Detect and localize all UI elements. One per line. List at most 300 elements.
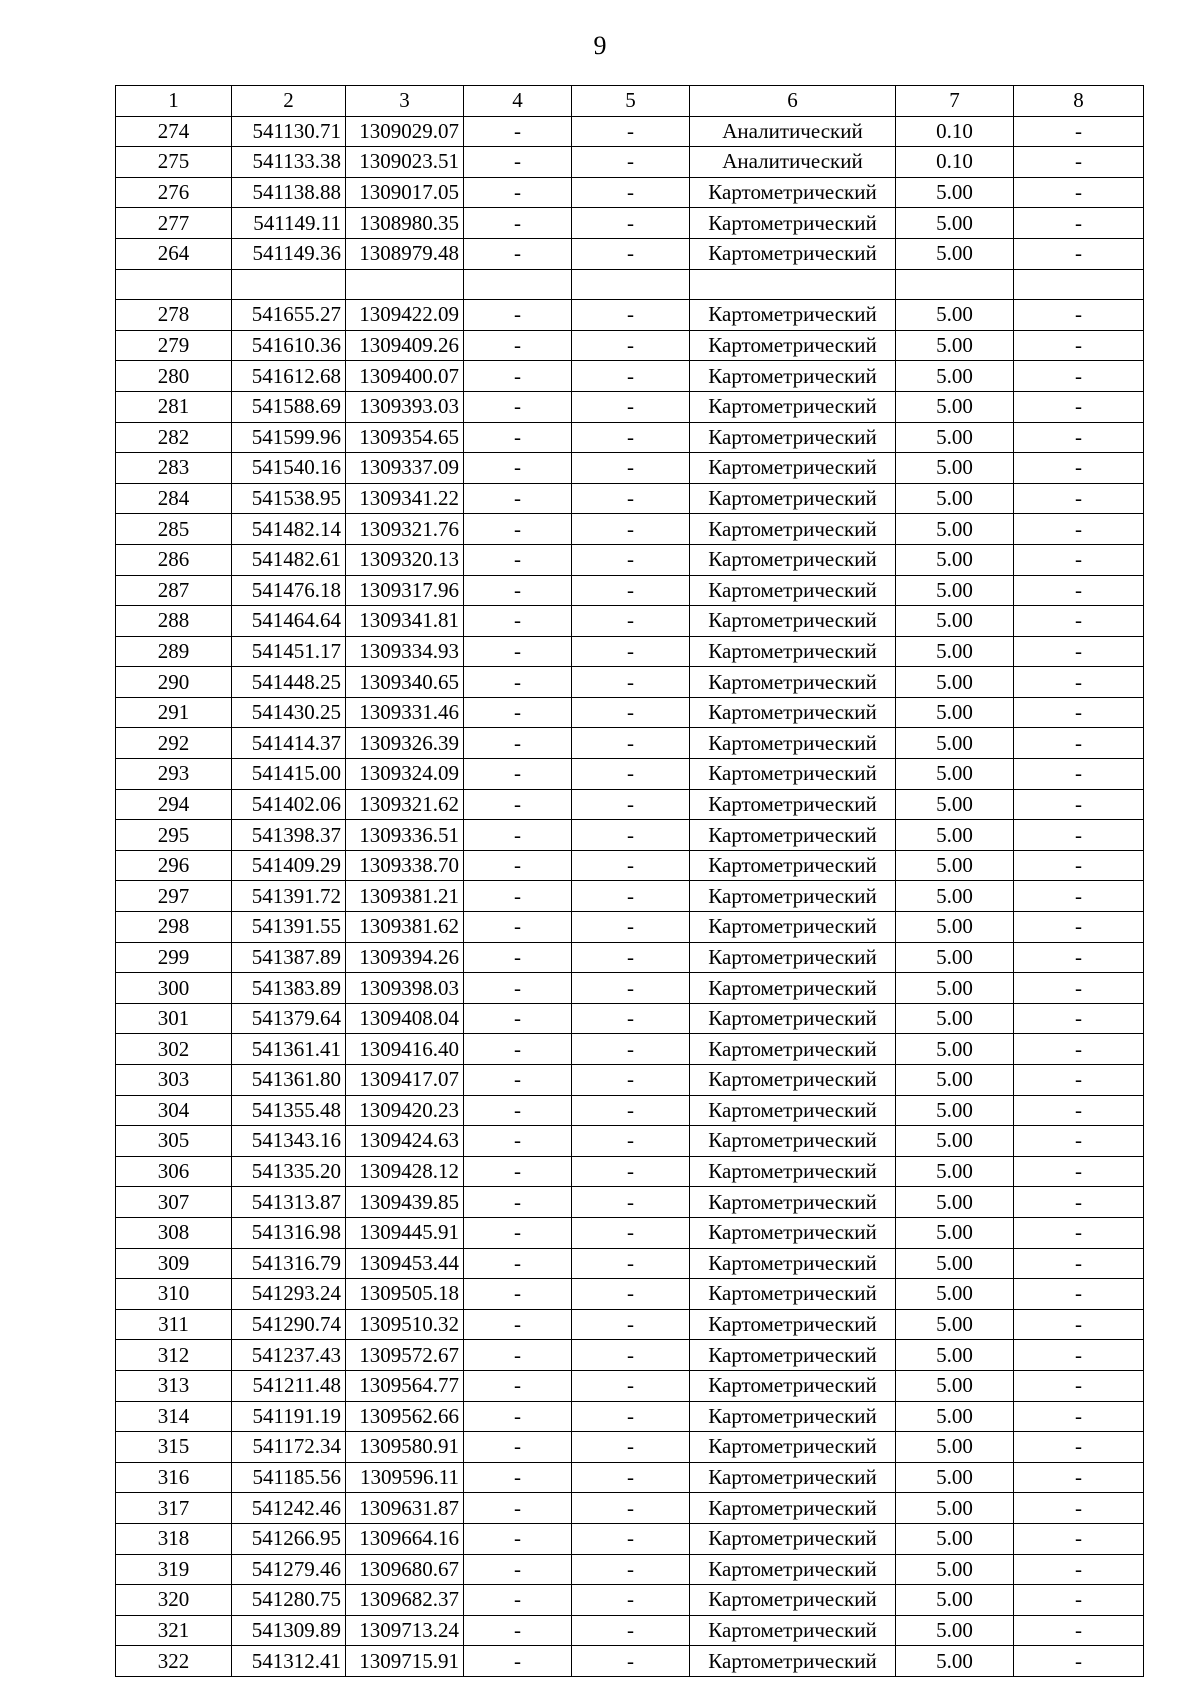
table-cell-col-6: Картометрический <box>690 208 896 239</box>
table-cell-col-7: 5.00 <box>896 453 1014 484</box>
table-cell-col-3: 1309424.63 <box>346 1126 464 1157</box>
table-cell-col-5: - <box>572 1065 690 1096</box>
table-cell-col-5: - <box>572 147 690 178</box>
table-row <box>116 1493 1144 1524</box>
table-cell-col-6: Картометрический <box>690 361 896 392</box>
table-cell-col-7: 5.00 <box>896 391 1014 422</box>
table-cell-col-5: - <box>572 1095 690 1126</box>
table-cell-col-1: 285 <box>116 514 232 545</box>
table-cell-col-1: 288 <box>116 606 232 637</box>
table-row <box>116 1432 1144 1463</box>
table-cell-col-3: 1309341.81 <box>346 606 464 637</box>
table-cell-col-1: 307 <box>116 1187 232 1218</box>
table-cell-col-6: Картометрический <box>690 330 896 361</box>
table-cell-col-4: - <box>464 1370 572 1401</box>
table-cell-col-7: 5.00 <box>896 728 1014 759</box>
table-cell-col-7: 5.00 <box>896 1279 1014 1310</box>
table-cell-col-3: 1309029.07 <box>346 116 464 147</box>
table-cell-col-5: - <box>572 820 690 851</box>
table-cell-col-3 <box>346 269 464 300</box>
table-cell-col-7: 5.00 <box>896 1248 1014 1279</box>
table-cell-col-6: Картометрический <box>690 1248 896 1279</box>
table-cell-col-7: 5.00 <box>896 1187 1014 1218</box>
table-cell-col-5: - <box>572 1615 690 1646</box>
table-cell-col-1: 297 <box>116 881 232 912</box>
table-cell-col-2: 541130.71 <box>232 116 346 147</box>
table-cell-col-5: - <box>572 850 690 881</box>
table-cell-col-5: - <box>572 1646 690 1677</box>
table-cell-col-3: 1309393.03 <box>346 391 464 422</box>
table-row <box>116 1248 1144 1279</box>
table-cell-col-6: Картометрический <box>690 1187 896 1218</box>
table-cell-col-7: 0.10 <box>896 116 1014 147</box>
table-cell-col-3: 1309510.32 <box>346 1309 464 1340</box>
table-cell-col-8: - <box>1014 1065 1144 1096</box>
table-cell-col-3: 1309428.12 <box>346 1156 464 1187</box>
table-cell-col-6: Картометрический <box>690 1034 896 1065</box>
table-cell-col-2: 541237.43 <box>232 1340 346 1371</box>
table-cell-col-8: - <box>1014 1034 1144 1065</box>
table-row <box>116 1187 1144 1218</box>
table-cell-col-8: - <box>1014 544 1144 575</box>
table-cell-col-6: Картометрический <box>690 1462 896 1493</box>
table-cell-col-3: 1309400.07 <box>346 361 464 392</box>
table-cell-col-5: - <box>572 728 690 759</box>
table-cell-col-2: 541383.89 <box>232 973 346 1004</box>
table-cell-col-2: 541361.80 <box>232 1065 346 1096</box>
table-cell-col-8: - <box>1014 1615 1144 1646</box>
table-cell-col-2: 541612.68 <box>232 361 346 392</box>
table-cell-col-2: 541482.61 <box>232 544 346 575</box>
table-cell-col-7: 5.00 <box>896 1126 1014 1157</box>
table-cell-col-2: 541430.25 <box>232 697 346 728</box>
table-cell-col-4: - <box>464 1523 572 1554</box>
table-cell-col-2 <box>232 269 346 300</box>
table-cell-col-6: Картометрический <box>690 177 896 208</box>
table-cell-col-5: - <box>572 483 690 514</box>
table-cell-col-6: Картометрический <box>690 973 896 1004</box>
table-cell-col-7: 5.00 <box>896 820 1014 851</box>
table-cell-col-6 <box>690 269 896 300</box>
table-cell-col-7: 5.00 <box>896 1523 1014 1554</box>
table-cell-col-3: 1309680.67 <box>346 1554 464 1585</box>
table-cell-col-7: 5.00 <box>896 422 1014 453</box>
table-cell-col-7: 5.00 <box>896 912 1014 943</box>
table-cell-col-7: 5.00 <box>896 1462 1014 1493</box>
table-cell-col-7: 5.00 <box>896 636 1014 667</box>
table-cell-col-5: 5 <box>572 86 690 117</box>
table-cell-col-7: 5.00 <box>896 544 1014 575</box>
table-cell-col-1: 314 <box>116 1401 232 1432</box>
table-cell-col-8: - <box>1014 453 1144 484</box>
table-cell-col-5: - <box>572 759 690 790</box>
table-row <box>116 1034 1144 1065</box>
table-cell-col-3: 1309417.07 <box>346 1065 464 1096</box>
table-row <box>116 1646 1144 1677</box>
table-cell-col-7: 5.00 <box>896 1340 1014 1371</box>
table-cell-col-7: 5.00 <box>896 1370 1014 1401</box>
table-cell-col-7: 5.00 <box>896 177 1014 208</box>
table-cell-col-8: - <box>1014 1248 1144 1279</box>
table-row <box>116 667 1144 698</box>
table-cell-col-5: - <box>572 1340 690 1371</box>
table-row <box>116 238 1144 269</box>
table-cell-col-4: - <box>464 728 572 759</box>
table-cell-col-7: 5.00 <box>896 667 1014 698</box>
table-cell-col-2: 541293.24 <box>232 1279 346 1310</box>
table-row <box>116 697 1144 728</box>
table-cell-col-1: 294 <box>116 789 232 820</box>
table-cell-col-5: - <box>572 973 690 1004</box>
table-cell-col-8: - <box>1014 667 1144 698</box>
table-cell-col-5: - <box>572 1370 690 1401</box>
table-cell-col-5: - <box>572 1187 690 1218</box>
table-cell-col-7: 5.00 <box>896 238 1014 269</box>
table-cell-col-8: - <box>1014 1309 1144 1340</box>
table-cell-col-8: - <box>1014 1340 1144 1371</box>
table-cell-col-4: - <box>464 759 572 790</box>
table-row <box>116 422 1144 453</box>
table-row <box>116 483 1144 514</box>
table-cell-col-1: 279 <box>116 330 232 361</box>
table-cell-col-8: - <box>1014 850 1144 881</box>
table-cell-col-4: - <box>464 1309 572 1340</box>
table-cell-col-7: 5.00 <box>896 1615 1014 1646</box>
table-row <box>116 453 1144 484</box>
table-cell-col-1: 275 <box>116 147 232 178</box>
table-row <box>116 1523 1144 1554</box>
table-cell-col-4: - <box>464 1187 572 1218</box>
table-row <box>116 1217 1144 1248</box>
table-row <box>116 208 1144 239</box>
table-cell-col-6: Картометрический <box>690 1646 896 1677</box>
table-cell-col-4: - <box>464 942 572 973</box>
table-row <box>116 912 1144 943</box>
table-cell-col-5: - <box>572 575 690 606</box>
table-cell-col-8: - <box>1014 881 1144 912</box>
table-cell-col-8: - <box>1014 422 1144 453</box>
table-cell-col-3: 1309381.21 <box>346 881 464 912</box>
table-cell-col-4: - <box>464 881 572 912</box>
table-cell-col-3: 1309321.76 <box>346 514 464 545</box>
coordinates-table <box>115 85 1144 1677</box>
table-row <box>116 391 1144 422</box>
table-cell-col-4: - <box>464 1585 572 1616</box>
table-cell-col-4: - <box>464 330 572 361</box>
table-cell-col-1: 287 <box>116 575 232 606</box>
table-cell-col-6: Картометрический <box>690 1585 896 1616</box>
table-cell-col-6: Картометрический <box>690 1432 896 1463</box>
table-cell-col-4: - <box>464 391 572 422</box>
table-cell-col-6: Картометрический <box>690 1340 896 1371</box>
table-cell-col-7: 5.00 <box>896 881 1014 912</box>
table-cell-col-2: 541402.06 <box>232 789 346 820</box>
table-cell-col-1: 319 <box>116 1554 232 1585</box>
table-cell-col-3: 1309408.04 <box>346 1003 464 1034</box>
table-cell-col-3: 1309340.65 <box>346 667 464 698</box>
table-cell-col-3: 1309398.03 <box>346 973 464 1004</box>
table-cell-col-6: Картометрический <box>690 850 896 881</box>
table-cell-col-2: 541588.69 <box>232 391 346 422</box>
table-cell-col-4: - <box>464 1034 572 1065</box>
table-cell-col-7: 5.00 <box>896 1493 1014 1524</box>
table-cell-col-4: - <box>464 789 572 820</box>
table-cell-col-4: - <box>464 1156 572 1187</box>
table-cell-col-8: - <box>1014 238 1144 269</box>
table-cell-col-4 <box>464 269 572 300</box>
table-cell-col-1: 292 <box>116 728 232 759</box>
table-cell-col-1: 281 <box>116 391 232 422</box>
table-row <box>116 759 1144 790</box>
table-cell-col-1: 312 <box>116 1340 232 1371</box>
table-cell-col-1: 299 <box>116 942 232 973</box>
table-cell-col-5: - <box>572 116 690 147</box>
table-cell-col-5 <box>572 269 690 300</box>
table-cell-col-7: 5.00 <box>896 1034 1014 1065</box>
table-row <box>116 1156 1144 1187</box>
table-cell-col-6: Картометрический <box>690 1615 896 1646</box>
table-cell-col-4: - <box>464 1095 572 1126</box>
table-cell-col-7: 5.00 <box>896 1646 1014 1677</box>
table-cell-col-5: - <box>572 1523 690 1554</box>
table-row <box>116 1095 1144 1126</box>
table-cell-col-8: - <box>1014 330 1144 361</box>
table-cell-col-8: - <box>1014 1401 1144 1432</box>
table-cell-col-5: - <box>572 697 690 728</box>
table-row <box>116 514 1144 545</box>
table-cell-col-3: 1309324.09 <box>346 759 464 790</box>
table-row <box>116 1585 1144 1616</box>
table-cell-col-8: - <box>1014 575 1144 606</box>
table-cell-col-4: - <box>464 1462 572 1493</box>
table-cell-col-4: - <box>464 453 572 484</box>
table-cell-col-4: - <box>464 238 572 269</box>
table-cell-col-2: 541599.96 <box>232 422 346 453</box>
table-cell-col-6: Картометрический <box>690 391 896 422</box>
table-cell-col-5: - <box>572 1401 690 1432</box>
table-row <box>116 973 1144 1004</box>
table-cell-col-6: Картометрический <box>690 544 896 575</box>
table-cell-col-5: - <box>572 942 690 973</box>
table-cell-col-4: - <box>464 1340 572 1371</box>
table-cell-col-8: - <box>1014 300 1144 331</box>
table-cell-col-1: 283 <box>116 453 232 484</box>
table-cell-col-3: 1309664.16 <box>346 1523 464 1554</box>
table-cell-col-6: Картометрический <box>690 789 896 820</box>
table-cell-col-3: 1309320.13 <box>346 544 464 575</box>
table-cell-col-5: - <box>572 606 690 637</box>
table-cell-col-3: 1309445.91 <box>346 1217 464 1248</box>
table-cell-col-5: - <box>572 422 690 453</box>
table-cell-col-3: 1309338.70 <box>346 850 464 881</box>
table-row <box>116 544 1144 575</box>
table-cell-col-5: - <box>572 208 690 239</box>
table-cell-col-5: - <box>572 361 690 392</box>
table-cell-col-1: 284 <box>116 483 232 514</box>
table-cell-col-2: 541266.95 <box>232 1523 346 1554</box>
table-row <box>116 606 1144 637</box>
table-row <box>116 850 1144 881</box>
table-cell-col-6: Картометрический <box>690 483 896 514</box>
table-cell-col-8: - <box>1014 1279 1144 1310</box>
table-cell-col-1: 300 <box>116 973 232 1004</box>
table-cell-col-8: - <box>1014 728 1144 759</box>
table-cell-col-3: 1309572.67 <box>346 1340 464 1371</box>
table-cell-col-1: 321 <box>116 1615 232 1646</box>
table-cell-col-1: 291 <box>116 697 232 728</box>
table-cell-col-2: 541211.48 <box>232 1370 346 1401</box>
table-cell-col-7: 7 <box>896 86 1014 117</box>
table-cell-col-2: 541398.37 <box>232 820 346 851</box>
table-cell-col-8: - <box>1014 1003 1144 1034</box>
table-row <box>116 269 1144 300</box>
table-cell-col-6: Картометрический <box>690 1217 896 1248</box>
table-row <box>116 636 1144 667</box>
table-cell-col-7: 5.00 <box>896 1309 1014 1340</box>
table-cell-col-5: - <box>572 300 690 331</box>
table-cell-col-7: 5.00 <box>896 330 1014 361</box>
table-cell-col-8: - <box>1014 361 1144 392</box>
table-cell-col-4: - <box>464 514 572 545</box>
table-cell-col-6: Картометрический <box>690 1554 896 1585</box>
table-cell-col-8: - <box>1014 789 1144 820</box>
table-cell-col-5: - <box>572 1156 690 1187</box>
table-cell-col-7 <box>896 269 1014 300</box>
table-cell-col-7: 5.00 <box>896 850 1014 881</box>
table-cell-col-3: 1309381.62 <box>346 912 464 943</box>
table-cell-col-3: 1309317.96 <box>346 575 464 606</box>
table-cell-col-7: 5.00 <box>896 1217 1014 1248</box>
table-cell-col-3: 1309334.93 <box>346 636 464 667</box>
table-cell-col-3: 1309580.91 <box>346 1432 464 1463</box>
table-row <box>116 330 1144 361</box>
table-cell-col-1: 290 <box>116 667 232 698</box>
table-cell-col-1: 311 <box>116 1309 232 1340</box>
table-cell-col-2: 541409.29 <box>232 850 346 881</box>
table-cell-col-6: Картометрический <box>690 881 896 912</box>
table-row <box>116 1126 1144 1157</box>
table-cell-col-6: Картометрический <box>690 1279 896 1310</box>
table-cell-col-3: 1308979.48 <box>346 238 464 269</box>
table-cell-col-4: - <box>464 361 572 392</box>
table-cell-col-1: 276 <box>116 177 232 208</box>
table-cell-col-3: 1309341.22 <box>346 483 464 514</box>
table-cell-col-6: Картометрический <box>690 1370 896 1401</box>
table-cell-col-1: 318 <box>116 1523 232 1554</box>
table-cell-col-7: 5.00 <box>896 1095 1014 1126</box>
table-cell-col-6: Картометрический <box>690 1309 896 1340</box>
table-row <box>116 300 1144 331</box>
table-cell-col-1: 313 <box>116 1370 232 1401</box>
table-cell-col-2: 541309.89 <box>232 1615 346 1646</box>
table-cell-col-8: - <box>1014 1493 1144 1524</box>
table-cell-col-7: 5.00 <box>896 483 1014 514</box>
table-cell-col-6: Картометрический <box>690 1493 896 1524</box>
table-cell-col-8: - <box>1014 483 1144 514</box>
table-cell-col-2: 541379.64 <box>232 1003 346 1034</box>
table-row <box>116 575 1144 606</box>
table-row <box>116 942 1144 973</box>
table-cell-col-1: 315 <box>116 1432 232 1463</box>
table-cell-col-2: 541149.11 <box>232 208 346 239</box>
table-cell-col-4: - <box>464 1432 572 1463</box>
table-cell-col-1: 322 <box>116 1646 232 1677</box>
table-cell-col-6: 6 <box>690 86 896 117</box>
table-cell-col-3: 1309422.09 <box>346 300 464 331</box>
table-cell-col-1: 301 <box>116 1003 232 1034</box>
table-cell-col-2: 541361.41 <box>232 1034 346 1065</box>
table-cell-col-2: 541476.18 <box>232 575 346 606</box>
table-cell-col-1: 295 <box>116 820 232 851</box>
table-cell-col-5: - <box>572 544 690 575</box>
table-cell-col-7: 5.00 <box>896 1432 1014 1463</box>
table-row <box>116 881 1144 912</box>
table-cell-col-4: - <box>464 1217 572 1248</box>
table-cell-col-3: 1309337.09 <box>346 453 464 484</box>
table-cell-col-1: 1 <box>116 86 232 117</box>
table-row <box>116 789 1144 820</box>
table-cell-col-1: 293 <box>116 759 232 790</box>
table-cell-col-1: 277 <box>116 208 232 239</box>
table-cell-col-4: - <box>464 1279 572 1310</box>
table-cell-col-5: - <box>572 1462 690 1493</box>
table-cell-col-5: - <box>572 1248 690 1279</box>
table-cell-col-7: 5.00 <box>896 575 1014 606</box>
table-cell-col-4: - <box>464 1493 572 1524</box>
table-cell-col-5: - <box>572 881 690 912</box>
table-cell-col-2: 541448.25 <box>232 667 346 698</box>
table-cell-col-2: 541414.37 <box>232 728 346 759</box>
table-cell-col-5: - <box>572 789 690 820</box>
table-cell-col-2: 541242.46 <box>232 1493 346 1524</box>
table-cell-col-4: - <box>464 147 572 178</box>
page-number: 9 <box>593 31 607 60</box>
table-cell-col-2: 541387.89 <box>232 942 346 973</box>
table-cell-col-7: 5.00 <box>896 1156 1014 1187</box>
table-cell-col-2: 541335.20 <box>232 1156 346 1187</box>
table-cell-col-4: - <box>464 606 572 637</box>
table-cell-col-4: - <box>464 208 572 239</box>
table-cell-col-8: 8 <box>1014 86 1144 117</box>
table-cell-col-2: 541313.87 <box>232 1187 346 1218</box>
table-cell-col-3: 1309321.62 <box>346 789 464 820</box>
table-cell-col-1: 296 <box>116 850 232 881</box>
table-cell-col-5: - <box>572 1309 690 1340</box>
table-cell-col-6: Картометрический <box>690 728 896 759</box>
table-cell-col-3: 1309326.39 <box>346 728 464 759</box>
table-cell-col-4: - <box>464 667 572 698</box>
table-cell-col-3: 1309713.24 <box>346 1615 464 1646</box>
table-cell-col-8: - <box>1014 1217 1144 1248</box>
table-cell-col-2: 541280.75 <box>232 1585 346 1616</box>
table-cell-col-3: 1308980.35 <box>346 208 464 239</box>
table-cell-col-3: 1309394.26 <box>346 942 464 973</box>
table-cell-col-6: Картометрический <box>690 1065 896 1096</box>
table-cell-col-1: 317 <box>116 1493 232 1524</box>
table-cell-col-2: 541149.36 <box>232 238 346 269</box>
table-cell-col-2: 541391.55 <box>232 912 346 943</box>
table-row <box>116 177 1144 208</box>
table-cell-col-6: Картометрический <box>690 514 896 545</box>
table-cell-col-1: 282 <box>116 422 232 453</box>
table-cell-col-5: - <box>572 1493 690 1524</box>
table-cell-col-7: 5.00 <box>896 789 1014 820</box>
table-cell-col-4: - <box>464 575 572 606</box>
table-header-row <box>116 86 1144 117</box>
table-cell-col-1: 264 <box>116 238 232 269</box>
table-cell-col-2: 541655.27 <box>232 300 346 331</box>
table-row <box>116 1340 1144 1371</box>
